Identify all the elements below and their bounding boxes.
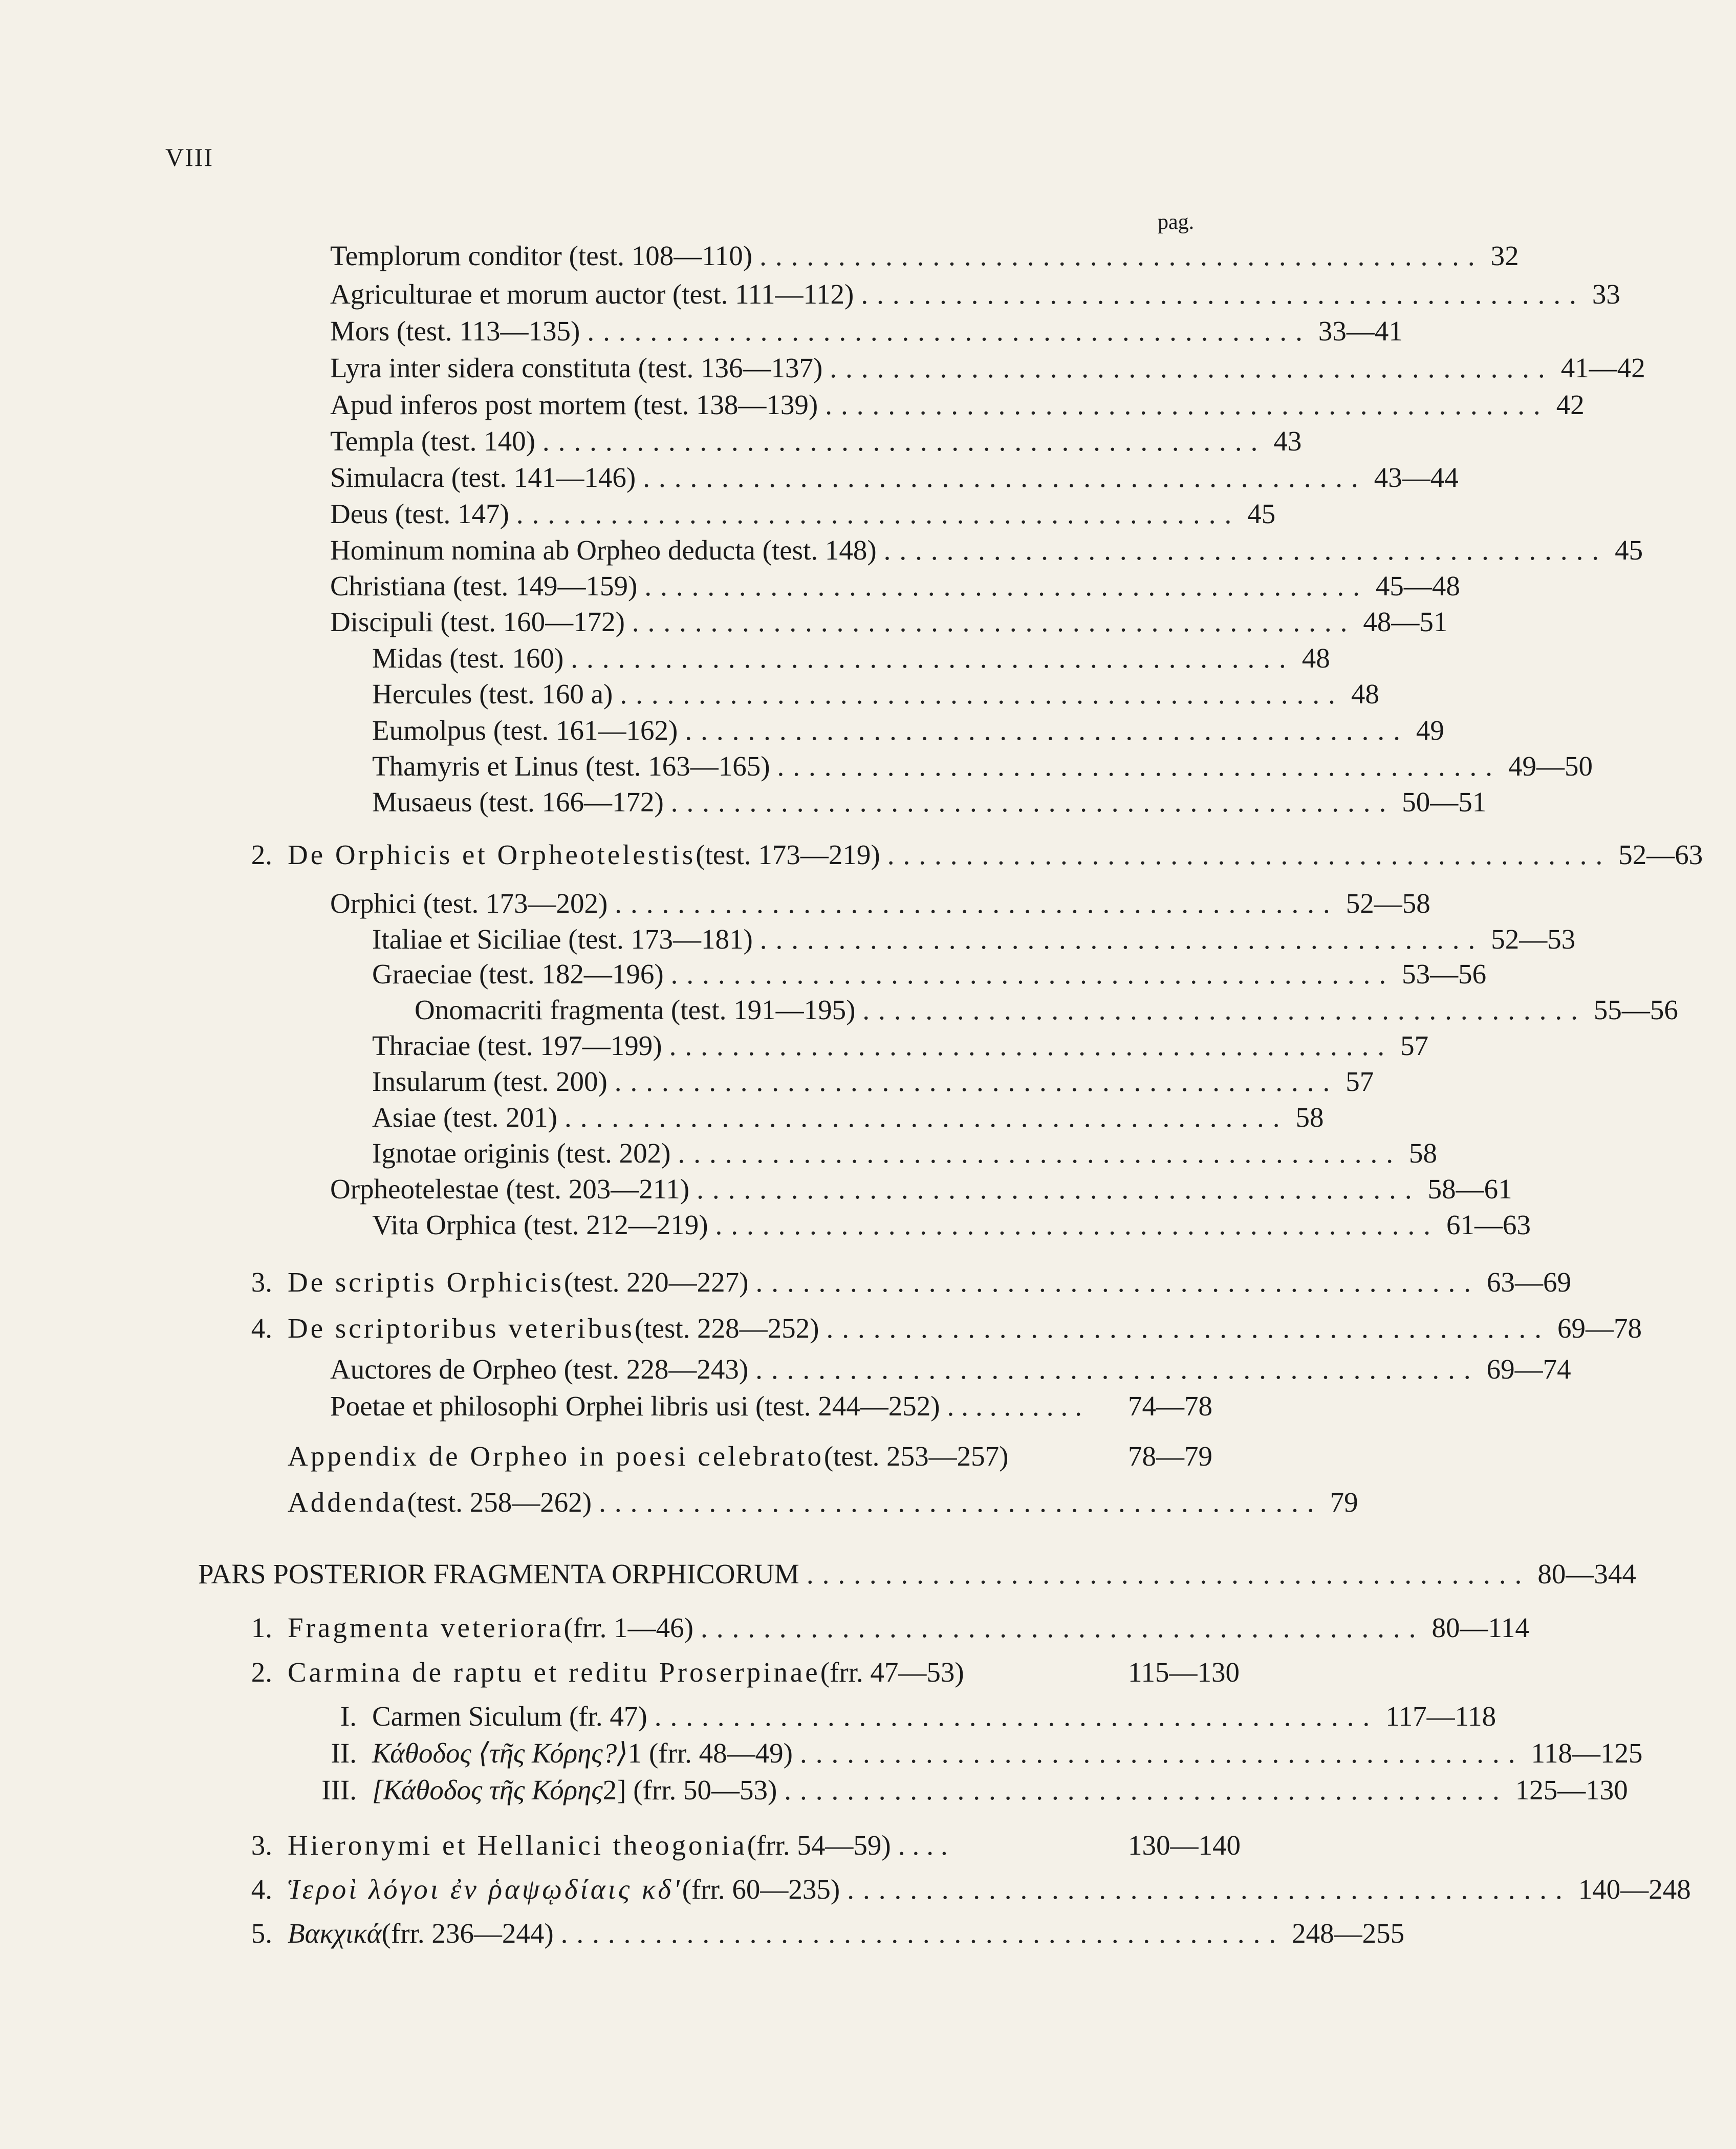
dot-leader: .............................................. — [826, 1313, 1550, 1344]
dot-leader: .............................................. — [614, 1066, 1339, 1097]
section-number: 3. — [251, 1830, 272, 1861]
section-number: 4. — [251, 1874, 272, 1905]
entry-title: Auctores de Orpheo (test. 228—243) — [330, 1353, 749, 1385]
dot-leader: .............................................. — [670, 958, 1395, 990]
toc-entry — [330, 1171, 1512, 1207]
entry-pages: 49—50 — [1508, 750, 1593, 782]
dot-leader: .............................................. — [784, 1774, 1508, 1806]
dot-leader: .............................................. — [542, 425, 1267, 457]
entry-title: Agriculturae et morum auctor (test. 111—112) — [330, 278, 854, 310]
toc-entry — [372, 713, 1444, 748]
page-number: VIII — [165, 143, 214, 171]
section-number: 5. — [251, 1918, 272, 1949]
entry-title: Thamyris et Linus (test. 163—165) — [372, 750, 770, 782]
entry-pages: 53—56 — [1402, 958, 1487, 990]
toc-entry — [330, 1351, 1571, 1387]
entry-title: Thraciae (test. 197—199) — [372, 1030, 662, 1061]
section-title: De scriptoribus veteribus — [288, 1313, 635, 1344]
entry-pages: 115—130 — [1128, 1657, 1240, 1688]
entry-pages: 80—114 — [1431, 1612, 1529, 1643]
toc-section-entry — [251, 1654, 1246, 1690]
entry-pages: 43—44 — [1374, 462, 1459, 493]
entry-range: (test. 173—219) — [696, 839, 880, 870]
toc-section-entry — [251, 1264, 1571, 1300]
dot-leader: .............................................. — [760, 923, 1484, 955]
toc-entry — [330, 604, 1448, 640]
entry-title: Poetae et philosophi Orphei libris usi (test. 244—252) — [330, 1390, 940, 1422]
entry-pages: 52—53 — [1491, 923, 1576, 955]
dot-leader: .............................................. — [777, 750, 1502, 782]
dot-leader: .............................................. — [669, 1030, 1394, 1061]
entry-title: Ignotae originis (test. 202) — [372, 1137, 671, 1169]
subsection-number: II. — [331, 1737, 357, 1769]
dot-leader: .............................................. — [847, 1874, 1571, 1905]
pages-column-label: pag. — [1158, 210, 1195, 234]
entry-range: (test. 258—262) — [407, 1487, 592, 1518]
toc-entry — [330, 496, 1276, 532]
entry-range: (test. 220—227) — [563, 1266, 749, 1298]
section-title: De scriptis Orphicis — [288, 1266, 564, 1298]
toc-entry — [330, 568, 1460, 604]
dot-leader: .............................................. — [697, 1173, 1421, 1205]
entry-title: Italiae et Siciliae (test. 173—181) — [372, 923, 753, 955]
entry-pages: 41—42 — [1560, 352, 1645, 383]
toc-section-entry — [251, 1828, 1246, 1863]
dot-leader: .......... — [947, 1390, 1090, 1422]
entry-title: Discipuli (test. 160—172) — [330, 606, 625, 637]
entry-title: Musaeus (test. 166—172) — [372, 786, 664, 818]
entry-pages: 61—63 — [1446, 1209, 1531, 1240]
toc-section-entry — [251, 837, 1703, 873]
dot-leader: .............................................. — [571, 642, 1295, 674]
dot-leader: .............................................. — [799, 1737, 1524, 1769]
entry-pages: 63—69 — [1486, 1266, 1571, 1298]
dot-leader: .............................................. — [587, 315, 1311, 347]
dot-leader: .............................................. — [806, 1558, 1531, 1589]
toc-entry — [372, 1207, 1531, 1243]
entry-title: Onomacriti fragmenta (test. 191—195) — [415, 994, 856, 1025]
appendix-title: Appendix de Orpheo in poesi celebrato — [288, 1441, 824, 1472]
entry-title: Orphici (test. 173—202) — [330, 888, 608, 919]
entry-pages: 58—61 — [1427, 1173, 1512, 1205]
toc-entry — [330, 276, 1620, 312]
toc-entry — [330, 238, 1519, 274]
entry-range: (test. 253—257) — [823, 1441, 1009, 1472]
entry-title: Insularum (test. 200) — [372, 1066, 607, 1097]
entry-pages: 58 — [1409, 1137, 1437, 1169]
greek-title: [Κάθοδος τῆς Κόρης — [372, 1774, 603, 1806]
entry-pages: 45 — [1615, 534, 1643, 566]
toc-entry — [330, 886, 1430, 921]
entry-pages: 69—74 — [1486, 1353, 1571, 1385]
entry-title: Graeciae (test. 182—196) — [372, 958, 664, 990]
entry-pages: 45—48 — [1375, 570, 1460, 601]
entry-pages: 48 — [1301, 642, 1330, 674]
subsection-number: I. — [340, 1701, 357, 1732]
entry-range: 2] (frr. 50—53) — [602, 1774, 777, 1806]
toc-entry — [372, 1100, 1324, 1135]
entry-pages: 79 — [1330, 1487, 1358, 1518]
toc-section-entry — [251, 1872, 1691, 1907]
greek-title: Ἱεροὶ λόγοι ἐν ῥαψῳδίαις κδ' — [288, 1874, 682, 1905]
entry-pages: 57 — [1346, 1066, 1374, 1097]
dot-leader: .............................................. — [632, 606, 1356, 637]
entry-pages: 52—63 — [1618, 839, 1703, 870]
section-number: 1. — [251, 1612, 272, 1643]
toc-entry — [288, 1485, 1358, 1520]
toc-entry — [372, 1135, 1437, 1171]
toc-entry — [372, 1064, 1374, 1100]
greek-title: Κάθοδος ⟨τῆς Κόρης?⟩ — [372, 1737, 628, 1769]
dot-leader: .............................................. — [887, 839, 1612, 870]
toc-entry — [330, 387, 1585, 423]
dot-leader: .............................................. — [565, 1102, 1289, 1133]
section-number: 3. — [251, 1266, 272, 1298]
toc-section-entry — [251, 1916, 1405, 1951]
entry-pages: 49 — [1416, 715, 1444, 746]
entry-title: Templorum conditor (test. 108—110) — [330, 240, 753, 271]
toc-entry — [330, 460, 1459, 496]
entry-pages: 48 — [1351, 678, 1379, 710]
dot-leader: .............................................. — [883, 534, 1608, 566]
entry-pages: 43 — [1273, 425, 1302, 457]
greek-title: Βακχικά — [288, 1918, 382, 1949]
toc-subsection-entry — [331, 1735, 1643, 1771]
dot-leader: .............................................. — [715, 1209, 1440, 1240]
entry-pages: 74—78 — [1128, 1390, 1212, 1422]
toc-entry — [288, 1438, 1246, 1474]
entry-title: Eumolpus (test. 161—162) — [372, 715, 678, 746]
entry-range: (test. 228—252) — [634, 1313, 819, 1344]
dot-leader: .............................................. — [678, 1137, 1402, 1169]
dot-leader: .............................................. — [615, 888, 1339, 919]
entry-pages: 52—58 — [1346, 888, 1430, 919]
entry-pages: 32 — [1490, 240, 1519, 271]
entry-pages: 33 — [1592, 278, 1620, 310]
entry-title: Midas (test. 160) — [372, 642, 564, 674]
entry-pages: 118—125 — [1531, 1737, 1643, 1769]
entry-pages: 50—51 — [1402, 786, 1487, 818]
dot-leader: .............................................. — [830, 352, 1554, 383]
toc-entry — [330, 423, 1302, 459]
dot-leader: .............................................. — [825, 389, 1549, 420]
entry-pages: 33—41 — [1318, 315, 1403, 347]
entry-pages: 130—140 — [1128, 1830, 1241, 1861]
dot-leader: .............................................. — [760, 240, 1484, 271]
dot-leader: .............................................. — [644, 570, 1369, 601]
entry-title: Templa (test. 140) — [330, 425, 535, 457]
dot-leader: .............................................. — [516, 498, 1241, 529]
toc-entry — [372, 956, 1487, 992]
entry-pages: 42 — [1556, 389, 1585, 420]
section-number: 2. — [251, 1657, 272, 1688]
dot-leader: .............................................. — [755, 1266, 1480, 1298]
addenda-title: Addenda — [288, 1487, 407, 1518]
dot-leader: .............................................. — [560, 1918, 1285, 1949]
dot-leader: .............................................. — [670, 786, 1395, 818]
toc-section-entry — [251, 1310, 1642, 1346]
toc-entry — [330, 532, 1643, 568]
dot-leader: .............................................. — [654, 1701, 1379, 1732]
toc-entry — [330, 350, 1645, 386]
dot-leader: .............................................. — [599, 1487, 1323, 1518]
entry-pages: 125—130 — [1515, 1774, 1628, 1806]
toc-entry — [372, 640, 1330, 676]
entry-title: Christiana (test. 149—159) — [330, 570, 638, 601]
entry-pages: 58 — [1295, 1102, 1324, 1133]
entry-range: 1 (frr. 48—49) — [627, 1737, 793, 1769]
toc-entry — [372, 1028, 1429, 1064]
entry-range: (frr. 60—235) — [682, 1874, 840, 1905]
entry-pages: 57 — [1400, 1030, 1429, 1061]
entry-pages: 117—118 — [1385, 1701, 1496, 1732]
toc-part-heading — [198, 1556, 1636, 1592]
entry-pages: 48—51 — [1363, 606, 1448, 637]
toc-subsection-entry — [321, 1772, 1628, 1808]
dot-leader: .............................................. — [643, 462, 1367, 493]
entry-range: (frr. 1—46) — [563, 1612, 693, 1643]
entry-title: Lyra inter sidera constituta (test. 136—137) — [330, 352, 823, 383]
entry-pages: 80—344 — [1537, 1558, 1636, 1589]
entry-pages: 45 — [1247, 498, 1276, 529]
entry-title: Hominum nomina ab Orpheo deducta (test. 148) — [330, 534, 877, 566]
entry-title: Deus (test. 147) — [330, 498, 509, 529]
entry-title: Orpheotelestae (test. 203—211) — [330, 1173, 690, 1205]
dot-leader: .............................................. — [620, 678, 1344, 710]
entry-title: Simulacra (test. 141—146) — [330, 462, 636, 493]
toc-entry — [372, 748, 1593, 784]
toc-entry — [415, 992, 1678, 1028]
section-title: Hieronymi et Hellanici theogonia — [288, 1830, 747, 1861]
toc-entry — [330, 1388, 1246, 1424]
dot-leader: .............................................. — [700, 1612, 1425, 1643]
toc-subsection-entry — [340, 1699, 1496, 1734]
dot-leader: .............................................. — [755, 1353, 1480, 1385]
toc-entry — [372, 921, 1576, 957]
entry-pages: 69—78 — [1557, 1313, 1642, 1344]
toc-entry — [372, 784, 1487, 820]
dot-leader: .............................................. — [685, 715, 1409, 746]
entry-range: (frr. 47—53) — [820, 1657, 964, 1688]
section-title: De Orphicis et Orpheotelestis — [288, 839, 696, 870]
dot-leader: .... — [898, 1830, 955, 1861]
entry-title: Hercules (test. 160 a) — [372, 678, 613, 710]
section-title: Fragmenta veteriora — [288, 1612, 564, 1643]
entry-title: Mors (test. 113—135) — [330, 315, 580, 347]
section-number: 4. — [251, 1313, 272, 1344]
entry-pages: 55—56 — [1593, 994, 1678, 1025]
entry-pages: 78—79 — [1128, 1441, 1212, 1472]
entry-range: (frr. 236—244) — [381, 1918, 554, 1949]
section-number: 2. — [251, 839, 272, 870]
part-title: PARS POSTERIOR FRAGMENTA ORPHICORUM — [198, 1558, 799, 1589]
entry-pages: 248—255 — [1292, 1918, 1405, 1949]
entry-title: Carmen Siculum (fr. 47) — [372, 1701, 647, 1732]
entry-title: Asiae (test. 201) — [372, 1102, 557, 1133]
toc-entry — [372, 676, 1379, 712]
toc-entry — [330, 313, 1403, 349]
toc-section-entry — [251, 1610, 1529, 1646]
entry-range: (frr. 54—59) — [747, 1830, 891, 1861]
subsection-number: III. — [321, 1774, 357, 1806]
dot-leader: .............................................. — [861, 278, 1585, 310]
entry-title: Vita Orphica (test. 212—219) — [372, 1209, 708, 1240]
section-title: Carmina de raptu et reditu Proserpinae — [288, 1657, 820, 1688]
entry-title: Apud inferos post mortem (test. 138—139) — [330, 389, 818, 420]
dot-leader: .............................................. — [862, 994, 1587, 1025]
entry-pages: 140—248 — [1578, 1874, 1691, 1905]
